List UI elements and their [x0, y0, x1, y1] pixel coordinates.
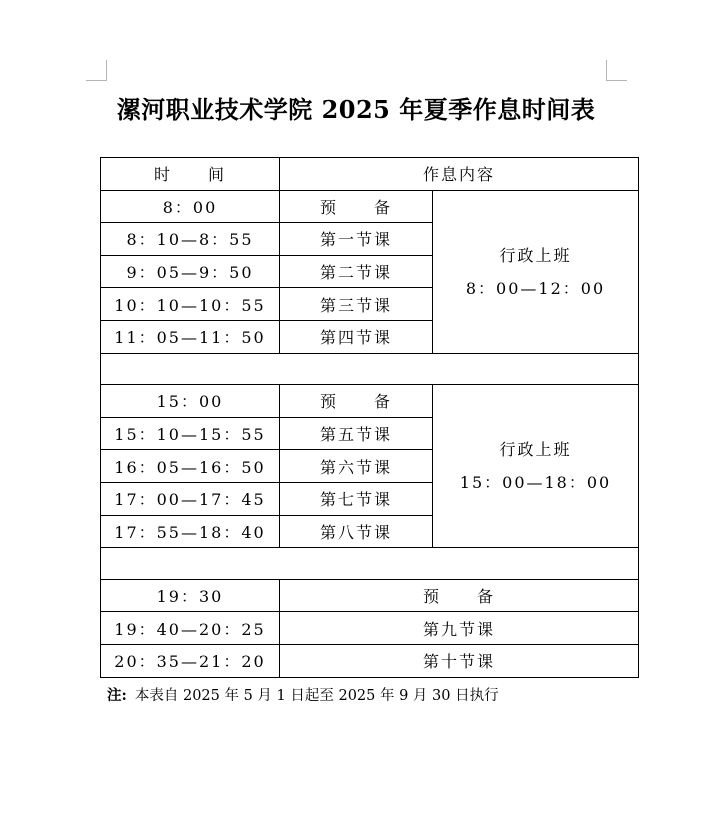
footnote-label: 注:	[107, 687, 127, 704]
time-cell: 16：05—16：50	[101, 450, 280, 483]
admin-label: 行政上班	[499, 440, 572, 460]
time-cell: 19：40—20：25	[101, 612, 280, 645]
gap-cell	[101, 548, 639, 580]
time-cell: 20：35—21：20	[101, 644, 280, 677]
activity-cell: 第八节课	[280, 515, 433, 548]
time-cell: 17：00—17：45	[101, 482, 280, 515]
activity-cell: 第一节课	[280, 223, 433, 256]
admin-time: 8：00—12：00	[465, 278, 606, 298]
page-title: 漯河职业技术学院 2025 年夏季作息时间表	[116, 95, 596, 124]
activity-cell: 第四节课	[280, 320, 433, 353]
activity-cell: 第三节课	[280, 288, 433, 321]
time-cell: 19：30	[101, 579, 280, 612]
activity-cell: 预 备	[280, 190, 433, 223]
time-cell: 17：55—18：40	[101, 515, 280, 548]
table-row	[101, 644, 639, 677]
activity-cell: 第九节课	[280, 612, 639, 645]
time-cell: 10：10—10：55	[101, 288, 280, 321]
admin-hours-cell-afternoon	[433, 385, 639, 548]
header-time: 时 间	[101, 158, 280, 191]
schedule-table	[100, 157, 639, 678]
activity-cell: 第六节课	[280, 450, 433, 483]
time-cell: 11：05—11：50	[101, 320, 280, 353]
time-cell: 15：10—15：55	[101, 417, 280, 450]
activity-cell: 第七节课	[280, 482, 433, 515]
table-row	[101, 579, 639, 612]
time-cell: 8：10—8：55	[101, 223, 280, 256]
time-cell: 9：05—9：50	[101, 255, 280, 288]
table-row	[101, 612, 639, 645]
table-header-row	[101, 158, 639, 191]
activity-cell: 第二节课	[280, 255, 433, 288]
time-cell: 8：00	[101, 190, 280, 223]
admin-label: 行政上班	[499, 245, 572, 265]
admin-hours-cell-morning	[433, 190, 639, 353]
gap-cell	[101, 353, 639, 385]
gap-row	[101, 353, 639, 385]
activity-cell: 第十节课	[280, 644, 639, 677]
activity-cell: 第五节课	[280, 417, 433, 450]
activity-cell: 预 备	[280, 385, 433, 418]
page-corner-mark-left	[86, 60, 107, 81]
table-row	[101, 385, 639, 418]
footnote-text: 本表自 2025 年 5 月 1 日起至 2025 年 9 月 30 日执行	[134, 688, 499, 704]
header-content: 作息内容	[280, 158, 639, 191]
time-cell: 15：00	[101, 385, 280, 418]
footnote	[107, 684, 499, 705]
page-corner-mark-right	[606, 60, 627, 81]
gap-row	[101, 548, 639, 580]
activity-cell: 预 备	[280, 579, 639, 612]
admin-time: 15：00—18：00	[459, 473, 612, 493]
table-row	[101, 190, 639, 223]
